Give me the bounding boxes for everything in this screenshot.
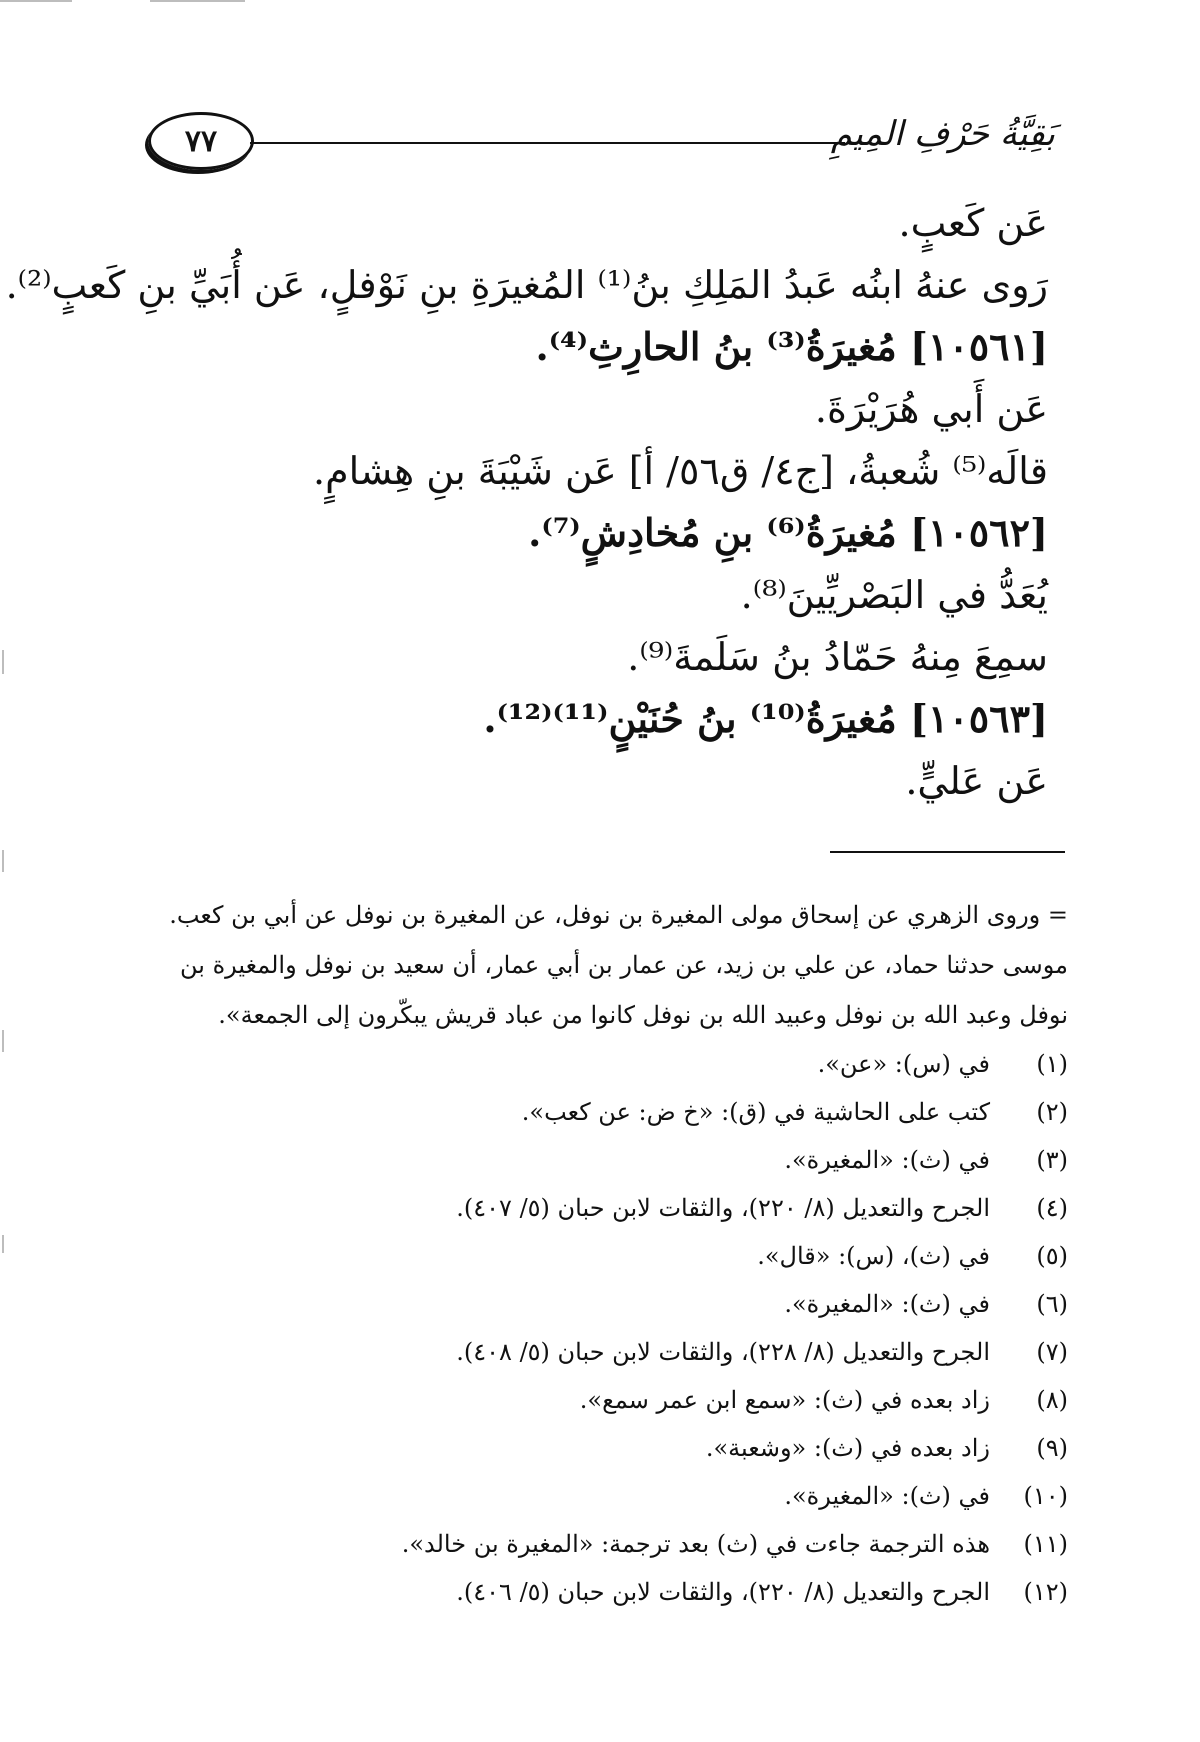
entry-heading: [١٠٥٦٢] مُغيرَةُ⁽⁶⁾ بنِ مُخادِشٍ⁽⁷⁾. <box>528 510 1048 555</box>
footnote-text: في (س): «عن». <box>817 1050 990 1078</box>
footnote-number: (٤) <box>1036 1194 1068 1222</box>
text-line: قالَه⁽⁵⁾ شُعبةُ، [ج٤/ ق٥٦/ أ] عَن شَيْبَةَ بنِ هِشامٍ. <box>313 449 1048 493</box>
footnote-continuation-line: نوفل وعبد الله بن نوفل وعبيد الله بن نوفل كانوا من عباد قريش يبكّرون إلى الجمعة». <box>218 1001 1068 1029</box>
footnote-number: (٧) <box>1036 1338 1068 1366</box>
main-text <box>5 192 1048 812</box>
footnote-number: (١٠) <box>1023 1482 1068 1510</box>
footnote-text: الجرح والتعديل (٨/ ٢٢٨)، والثقات لابن حبان (٥/ ٤٠٨). <box>456 1338 990 1366</box>
footnote-number: (١٢) <box>1023 1578 1068 1606</box>
footnote-text: في (ث): «المغيرة». <box>784 1290 990 1318</box>
entry-heading: [١٠٥٦٣] مُغيرَةُ⁽¹⁰⁾ بنُ حُنَيْنٍ⁽¹¹⁾⁽¹²⁾. <box>483 696 1048 741</box>
footnote-number: (٣) <box>1036 1146 1068 1174</box>
footnote-text: الجرح والتعديل (٨/ ٢٢٠)، والثقات لابن حبان (٥/ ٤٠٦). <box>456 1578 990 1606</box>
footnote-number: (١١) <box>1023 1530 1068 1558</box>
footnote <box>148 1040 1068 1088</box>
footnote <box>148 1136 1068 1184</box>
footnote-continuation-line: = وروى الزهري عن إسحاق مولى المغيرة بن نوفل، عن المغيرة بن نوفل عن أبي بن كعب. <box>169 901 1068 929</box>
footnote <box>148 1568 1068 1616</box>
footnote <box>148 1328 1068 1376</box>
text-line: سمِعَ مِنهُ حَمّادُ بنُ سَلَمةَ⁽⁹⁾. <box>627 635 1048 679</box>
footnote-text: في (ث): «المغيرة». <box>784 1146 990 1174</box>
footnote-number: (٢) <box>1036 1098 1068 1126</box>
scan-edge-line <box>2 650 4 674</box>
footnote-number: (٦) <box>1036 1290 1068 1318</box>
footnote <box>148 1088 1068 1136</box>
scan-edge-line <box>0 0 72 2</box>
footnote <box>148 1376 1068 1424</box>
footnote <box>148 1184 1068 1232</box>
footnote-text: هذه الترجمة جاءت في (ث) بعد ترجمة: «المغيرة بن خالد». <box>401 1530 990 1558</box>
text-line: عَن أَبي هُرَيْرَةَ. <box>814 387 1048 431</box>
header-rule <box>250 142 845 144</box>
scan-edge-line <box>150 0 245 2</box>
footnote-number: (٨) <box>1036 1386 1068 1414</box>
text-line: عَن عَليٍّ. <box>905 759 1048 803</box>
footnote <box>148 1232 1068 1280</box>
scan-edge-line <box>2 1030 4 1052</box>
page-header <box>140 112 1055 172</box>
footnote-text: في (ث): «المغيرة». <box>784 1482 990 1510</box>
footnote-text: زاد بعده في (ث): «وشعبة». <box>705 1434 990 1462</box>
running-title: بَقِيَّةُ حَرْفِ المِيمِ <box>830 114 1055 154</box>
page-number: ٧٧ <box>148 112 254 170</box>
footnote <box>148 1472 1068 1520</box>
footnote-text: زاد بعده في (ث): «سمع ابن عمر سمع». <box>579 1386 990 1414</box>
footnote-text: كتب على الحاشية في (ق): «خ ض: عن كعب». <box>521 1098 990 1126</box>
footnote-separator <box>830 851 1065 853</box>
footnotes <box>148 890 1068 1616</box>
footnote <box>148 1424 1068 1472</box>
scan-edge-line <box>2 850 4 872</box>
footnote-continuation-line: موسى حدثنا حماد، عن علي بن زيد، عن عمار بن أبي عمار، أن سعيد بن نوفل والمغيرة بن <box>180 951 1068 979</box>
text-line: يُعَدُّ في البَصْريِّينَ⁽⁸⁾. <box>740 573 1048 617</box>
footnote-number: (٩) <box>1036 1434 1068 1462</box>
text-line: رَوى عنهُ ابنُه عَبدُ المَلِكِ بنُ⁽¹⁾ المُغيرَةِ بنِ نَوْفلٍ، عَن أُبَيِّ بنِ كَعبٍ⁽²⁾. <box>5 263 1048 307</box>
scan-edge-line <box>2 1235 4 1253</box>
text-line: عَن كَعبٍ. <box>898 201 1048 245</box>
entry-heading: [١٠٥٦١] مُغيرَةُ⁽³⁾ بنُ الحارِثِ⁽⁴⁾. <box>535 324 1048 369</box>
footnote <box>148 1280 1068 1328</box>
footnote-text: في (ث)، (س): «قال». <box>757 1242 990 1270</box>
footnote-number: (٥) <box>1036 1242 1068 1270</box>
footnote <box>148 1520 1068 1568</box>
footnote-text: الجرح والتعديل (٨/ ٢٢٠)، والثقات لابن حبان (٥/ ٤٠٧). <box>456 1194 990 1222</box>
footnote-number: (١) <box>1036 1050 1068 1078</box>
